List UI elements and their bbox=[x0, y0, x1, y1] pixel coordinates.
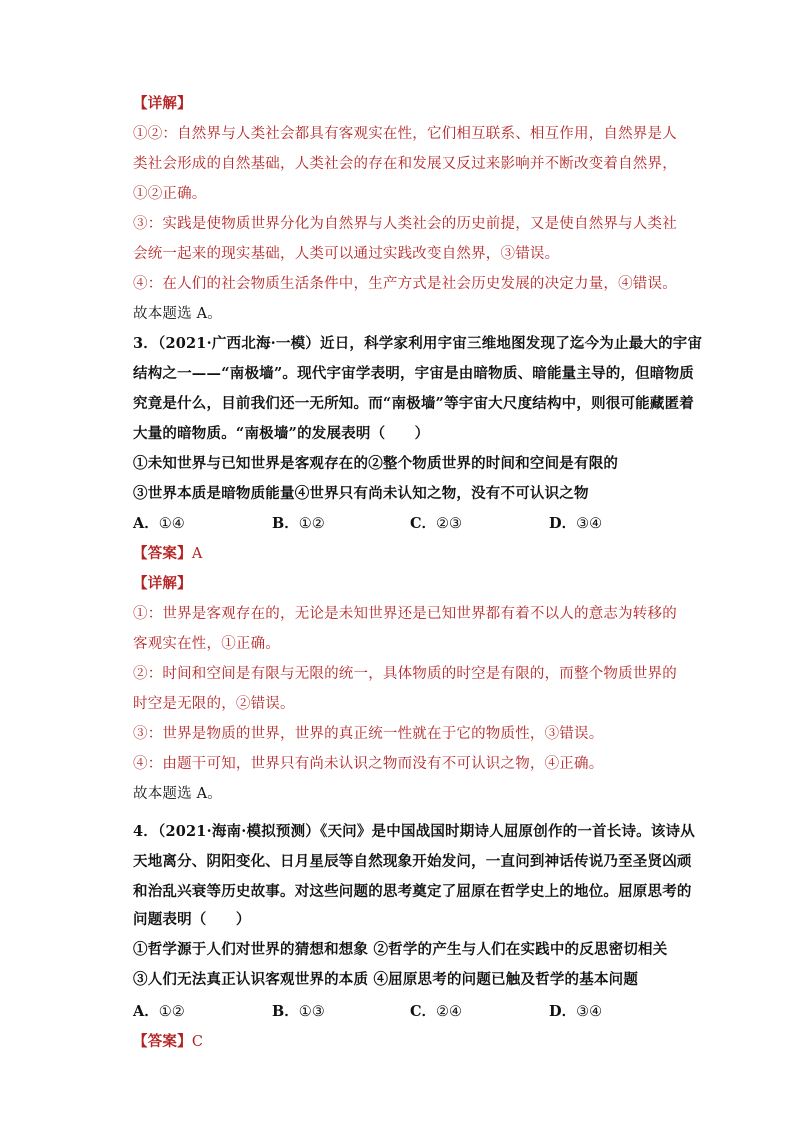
option-text: ③④ bbox=[576, 1004, 603, 1020]
option-letter: C． bbox=[410, 1003, 437, 1020]
detail-heading: 【详解】 bbox=[133, 575, 192, 592]
question-4-choices: ①哲学源于人们对世界的猜想和想象 ②哲学的产生与人们在实践中的反思密切相关 bbox=[133, 941, 668, 958]
answer-tag: 【答案】 bbox=[133, 545, 192, 562]
option-letter: B． bbox=[272, 515, 299, 532]
detail-text: ①：世界是客观存在的，无论是未知世界还是已知世界都有着不以人的意志为转移的 bbox=[133, 606, 677, 622]
question-4-choices: ③人们无法真正认识客观世界的本质 ④屈原思考的问题已触及哲学的基本问题 bbox=[133, 971, 639, 988]
detail-text: ④：在人们的社会物质生活条件中，生产方式是社会历史发展的决定力量，④错误。 bbox=[133, 276, 677, 292]
option-text: ①④ bbox=[158, 516, 185, 532]
detail-text: 时空是无限的，②错误。 bbox=[133, 696, 295, 712]
detail-heading: 【详解】 bbox=[133, 95, 192, 112]
option-text: ①② bbox=[298, 516, 325, 532]
option-b bbox=[272, 1002, 325, 1022]
answer-value: A bbox=[191, 546, 203, 562]
answer-value: C bbox=[191, 1034, 204, 1050]
option-letter: C． bbox=[410, 515, 437, 532]
detail-text: ③：世界是物质的世界，世界的真正统一性就在于它的物质性，③错误。 bbox=[133, 726, 604, 742]
detail-text: ①②：自然界与人类社会都具有客观实在性，它们相互联系、相互作用，自然界是人 bbox=[133, 126, 677, 142]
question-3-stem: 大量的暗物质。“南极墙”的发展表明（ ） bbox=[133, 425, 430, 442]
conclusion-text: 故本题选 A。 bbox=[133, 786, 222, 802]
question-4-stem: 问题表明（ ） bbox=[133, 911, 251, 928]
option-text: ③④ bbox=[576, 516, 603, 532]
detail-text: 会统一起来的现实基础，人类可以通过实践改变自然界，③错误。 bbox=[133, 246, 560, 262]
option-b bbox=[272, 514, 325, 534]
detail-text: ④：由题干可知，世界只有尚未认识之物而没有不可认识之物，④正确。 bbox=[133, 756, 604, 772]
question-4-stem: 和治乱兴衰等历史故事。对这些问题的思考奠定了屈原在哲学史上的地位。屈原思考的 bbox=[133, 883, 692, 900]
option-c bbox=[410, 1002, 462, 1022]
question-3-stem: 究竟是什么，目前我们还一无所知。而“南极墙”等宇宙大尺度结构中，则很可能藏匿着 bbox=[133, 395, 694, 412]
question-3-choices: ①未知世界与已知世界是客观存在的②整个物质世界的时间和空间是有限的 bbox=[133, 455, 619, 472]
option-d bbox=[549, 1002, 602, 1022]
question-3-stem: 结构之一——“南极墙”。现代宇宙学表明，宇宙是由暗物质、暗能量主导的，但暗物质 bbox=[133, 365, 694, 382]
detail-text: 客观实在性，①正确。 bbox=[133, 636, 280, 652]
option-d bbox=[549, 514, 602, 534]
question-4-stem: 天地离分、阴阳变化、日月星辰等自然现象开始发问，一直问到神话传说乃至圣贤凶顽 bbox=[133, 853, 692, 870]
answer-line bbox=[133, 544, 202, 564]
option-a bbox=[133, 1002, 185, 1022]
option-text: ②③ bbox=[436, 516, 463, 532]
option-letter: B． bbox=[272, 1003, 299, 1020]
option-a bbox=[133, 514, 185, 534]
option-text: ①② bbox=[158, 1004, 185, 1020]
option-letter: A． bbox=[133, 1003, 159, 1020]
option-letter: D． bbox=[549, 1003, 577, 1020]
option-letter: D． bbox=[549, 515, 577, 532]
answer-line bbox=[133, 1032, 203, 1052]
conclusion-text: 故本题选 A。 bbox=[133, 306, 222, 322]
detail-text: ①②正确。 bbox=[133, 186, 207, 202]
question-3-stem: 3．（2021·广西北海·一模）近日，科学家利用宇宙三维地图发现了迄今为止最大的宇宙 bbox=[133, 335, 703, 352]
detail-text: ③：实践是使物质世界分化为自然界与人类社会的历史前提，又是使自然界与人类社 bbox=[133, 216, 677, 232]
option-letter: A． bbox=[133, 515, 159, 532]
option-c bbox=[410, 514, 462, 534]
detail-text: 类社会形成的自然基础，人类社会的存在和发展又反过来影响并不断改变着自然界， bbox=[133, 156, 677, 172]
question-4-stem: 4．（2021·海南·模拟预测）《天问》是中国战国时期诗人屈原创作的一首长诗。该诗从 bbox=[133, 823, 695, 840]
option-text: ②④ bbox=[436, 1004, 463, 1020]
option-text: ①③ bbox=[298, 1004, 325, 1020]
question-3-choices: ③世界本质是暗物质能量④世界只有尚未认知之物，没有不可认识之物 bbox=[133, 485, 589, 502]
answer-tag: 【答案】 bbox=[133, 1033, 192, 1050]
detail-text: ②：时间和空间是有限与无限的统一，具体物质的时空是有限的，而整个物质世界的 bbox=[133, 666, 677, 682]
